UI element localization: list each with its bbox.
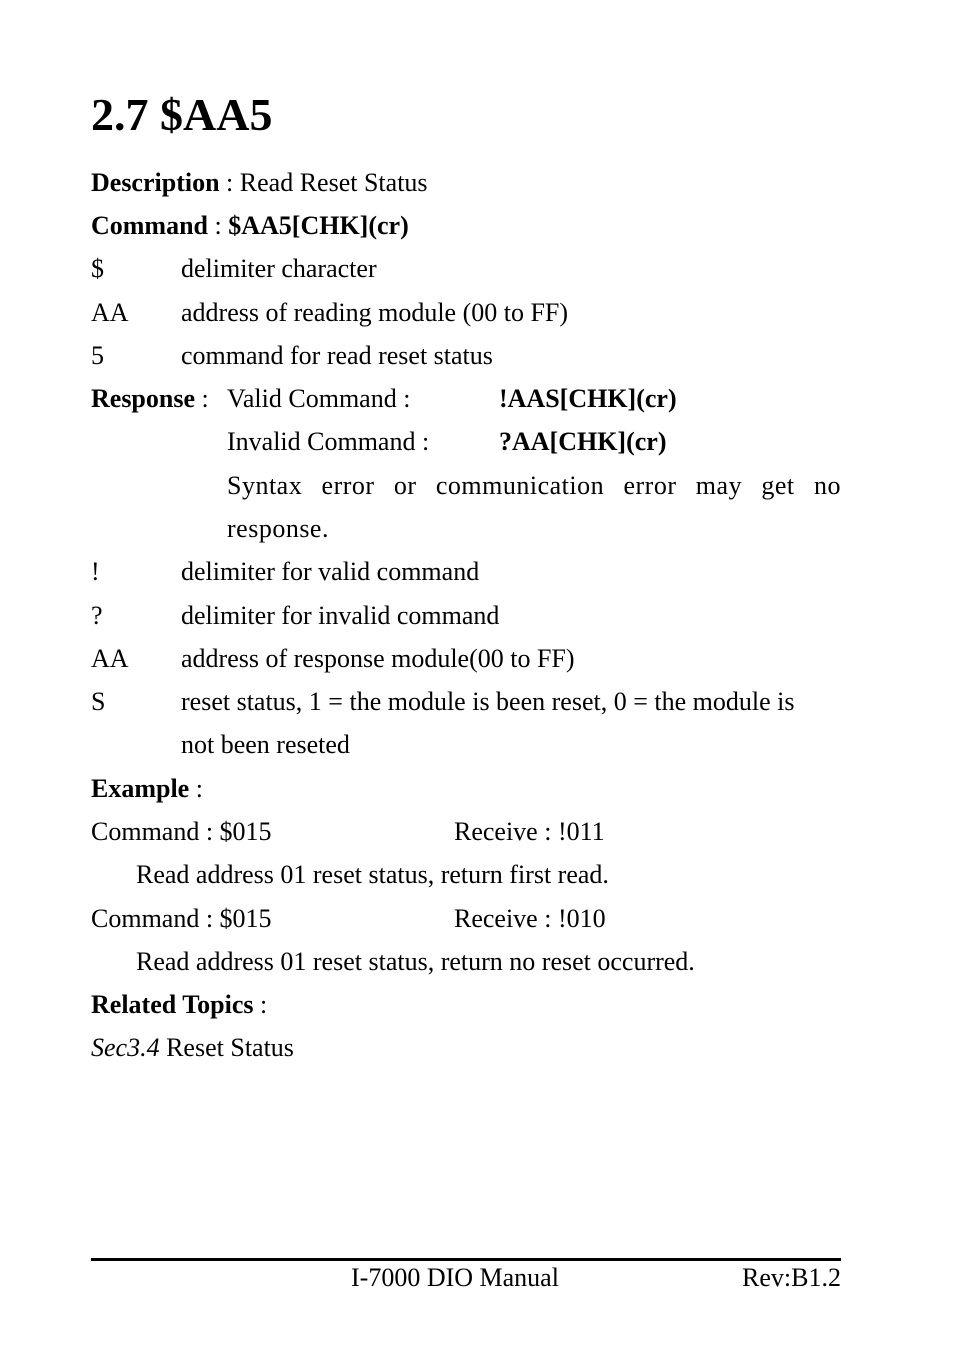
term-definition: command for read reset status	[181, 341, 493, 370]
term-symbol: 5	[91, 341, 104, 370]
footer-manual-title: I-7000 DIO Manual	[351, 1263, 559, 1292]
example-note: Read address 01 reset status, return no reset occurred.	[136, 947, 695, 976]
invalid-command-value: ?AA[CHK](cr)	[499, 427, 667, 456]
related-topic-entry[interactable]	[91, 1033, 294, 1063]
response-note: Syntax error or communication error may get no response.	[227, 471, 841, 543]
response-sep: :	[195, 384, 209, 413]
related-topic-text: Reset Status	[159, 1033, 294, 1062]
related-topic-ref[interactable]: Sec3.4	[91, 1033, 160, 1062]
term-symbol: !	[91, 557, 100, 586]
term-definition: delimiter for valid command	[181, 557, 480, 586]
footer-revision: Rev:B1.2	[742, 1263, 841, 1292]
example-command: Command : $015	[91, 817, 272, 846]
command-line	[91, 211, 409, 241]
description-label: Description	[91, 168, 220, 197]
example-label: Example	[91, 774, 190, 803]
example-receive: Receive : !011	[454, 817, 605, 846]
term-definition: address of response module(00 to FF)	[181, 644, 575, 673]
invalid-command-label: Invalid Command :	[227, 427, 430, 456]
example-receive: Receive : !010	[454, 904, 606, 933]
term-definition: delimiter character	[181, 254, 377, 283]
term-symbol: ?	[91, 601, 103, 630]
command-syntax: $AA5[CHK](cr)	[228, 211, 409, 240]
example-label-line	[91, 774, 203, 804]
term-definition-continued: not been reseted	[181, 730, 350, 759]
description-sep: :	[219, 168, 240, 197]
term-symbol: S	[91, 687, 106, 716]
term-definition: reset status, 1 = the module is been reset, 0 = the module is	[181, 687, 795, 716]
footer-divider	[91, 1258, 841, 1261]
command-sep: :	[208, 211, 229, 240]
command-label: Command	[91, 211, 209, 240]
related-topics-label: Related Topics	[91, 990, 254, 1019]
response-label: Response	[91, 384, 196, 413]
valid-command-value: !AAS[CHK](cr)	[499, 384, 677, 413]
section-heading: 2.7 $AA5	[91, 89, 273, 140]
related-topics-label-line	[91, 990, 267, 1020]
description-text: Read Reset Status	[239, 168, 428, 197]
example-note: Read address 01 reset status, return first read.	[136, 860, 609, 889]
term-definition: delimiter for invalid command	[181, 601, 500, 630]
response-label-line	[91, 384, 209, 414]
valid-command-label: Valid Command :	[227, 384, 411, 413]
term-symbol: $	[91, 254, 104, 283]
term-symbol: AA	[91, 298, 129, 327]
example-sep: :	[189, 774, 203, 803]
related-topics-sep: :	[253, 990, 268, 1019]
description-line	[91, 168, 428, 198]
example-command: Command : $015	[91, 904, 272, 933]
term-symbol: AA	[91, 644, 129, 673]
term-definition: address of reading module (00 to FF)	[181, 298, 569, 327]
